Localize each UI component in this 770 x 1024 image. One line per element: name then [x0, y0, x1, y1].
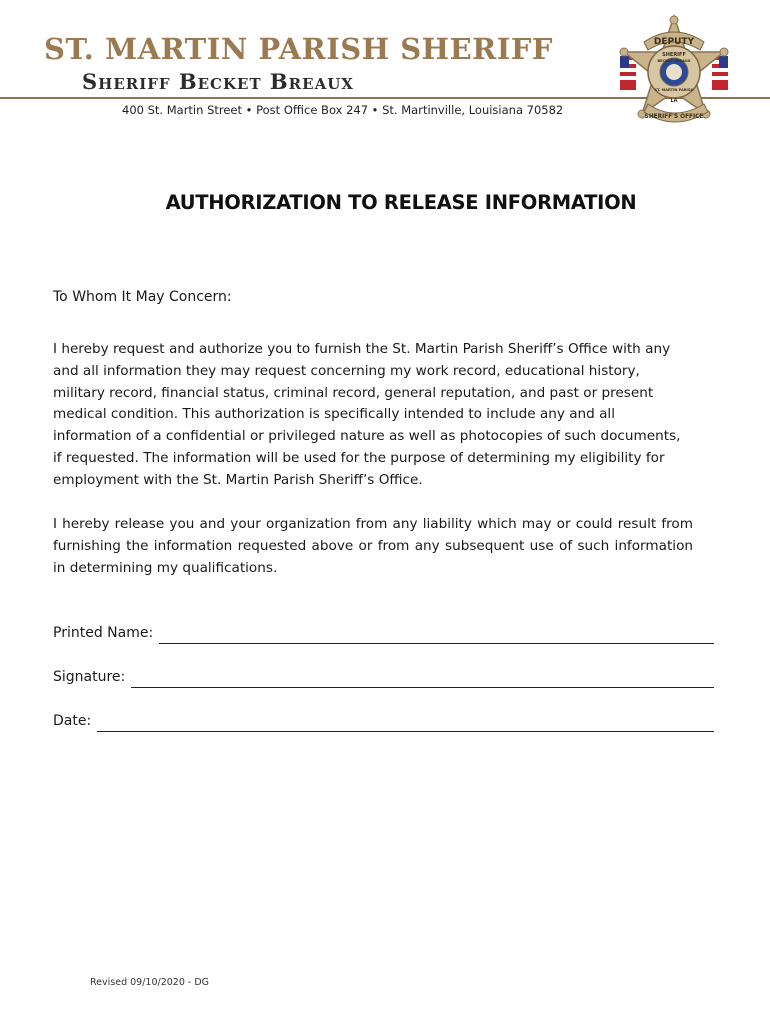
- date-field[interactable]: [53, 710, 714, 732]
- sheriff-name: Sheriff Becket Breaux: [82, 69, 354, 94]
- authorization-paragraph: I hereby request and authorize you to furnish the St. Martin Parish Sheriff’s Office with any and all information they may request concerning my work record, educational history, military record, financial status, criminal record, general reputation, and past or present medical condition. This authorization is specifically intended to include any and all information of a confidential or privileged nature as well as photocopies of such documents, if requested. The information will be used for the purpose of determining my eligibility for employment with the St. Martin Parish Sheriff’s Office.: [53, 341, 681, 488]
- office-address: 400 St. Martin Street • Post Office Box 247 • St. Martinville, Louisiana 70582: [122, 103, 564, 117]
- badge-parish-text: ST. MARTIN PARISH: [654, 88, 694, 92]
- org-name: ST. MARTIN PARISH SHERIFF: [44, 32, 554, 66]
- date-label: Date:: [53, 713, 92, 729]
- sheriff-badge-icon: [618, 14, 730, 132]
- release-paragraph: I hereby release you and your organization from any liability which may or could result from furnishing the information requested above or from any subsequent use of such information in determining my qualifications.: [53, 516, 693, 576]
- badge-state-text: LA: [670, 98, 678, 104]
- printed-name-field[interactable]: [53, 622, 714, 644]
- badge-name-text: BECKET BREAUX: [657, 59, 691, 63]
- greeting: To Whom It May Concern:: [53, 289, 232, 305]
- printed-name-line[interactable]: [159, 625, 714, 644]
- date-line[interactable]: [97, 713, 714, 732]
- signature-field[interactable]: [53, 666, 714, 688]
- signature-label: Signature:: [53, 669, 126, 685]
- badge-top-text: DEPUTY: [653, 37, 695, 47]
- revision-note: Revised 09/10/2020 - DG: [90, 977, 210, 988]
- printed-name-label: Printed Name:: [53, 625, 154, 641]
- document-title: AUTHORIZATION TO RELEASE INFORMATION: [165, 191, 637, 214]
- badge-sheriff-text: SHERIFF: [662, 52, 686, 58]
- signature-line[interactable]: [131, 669, 714, 688]
- badge-bottom-text: SHERIFF'S OFFICE: [644, 114, 704, 120]
